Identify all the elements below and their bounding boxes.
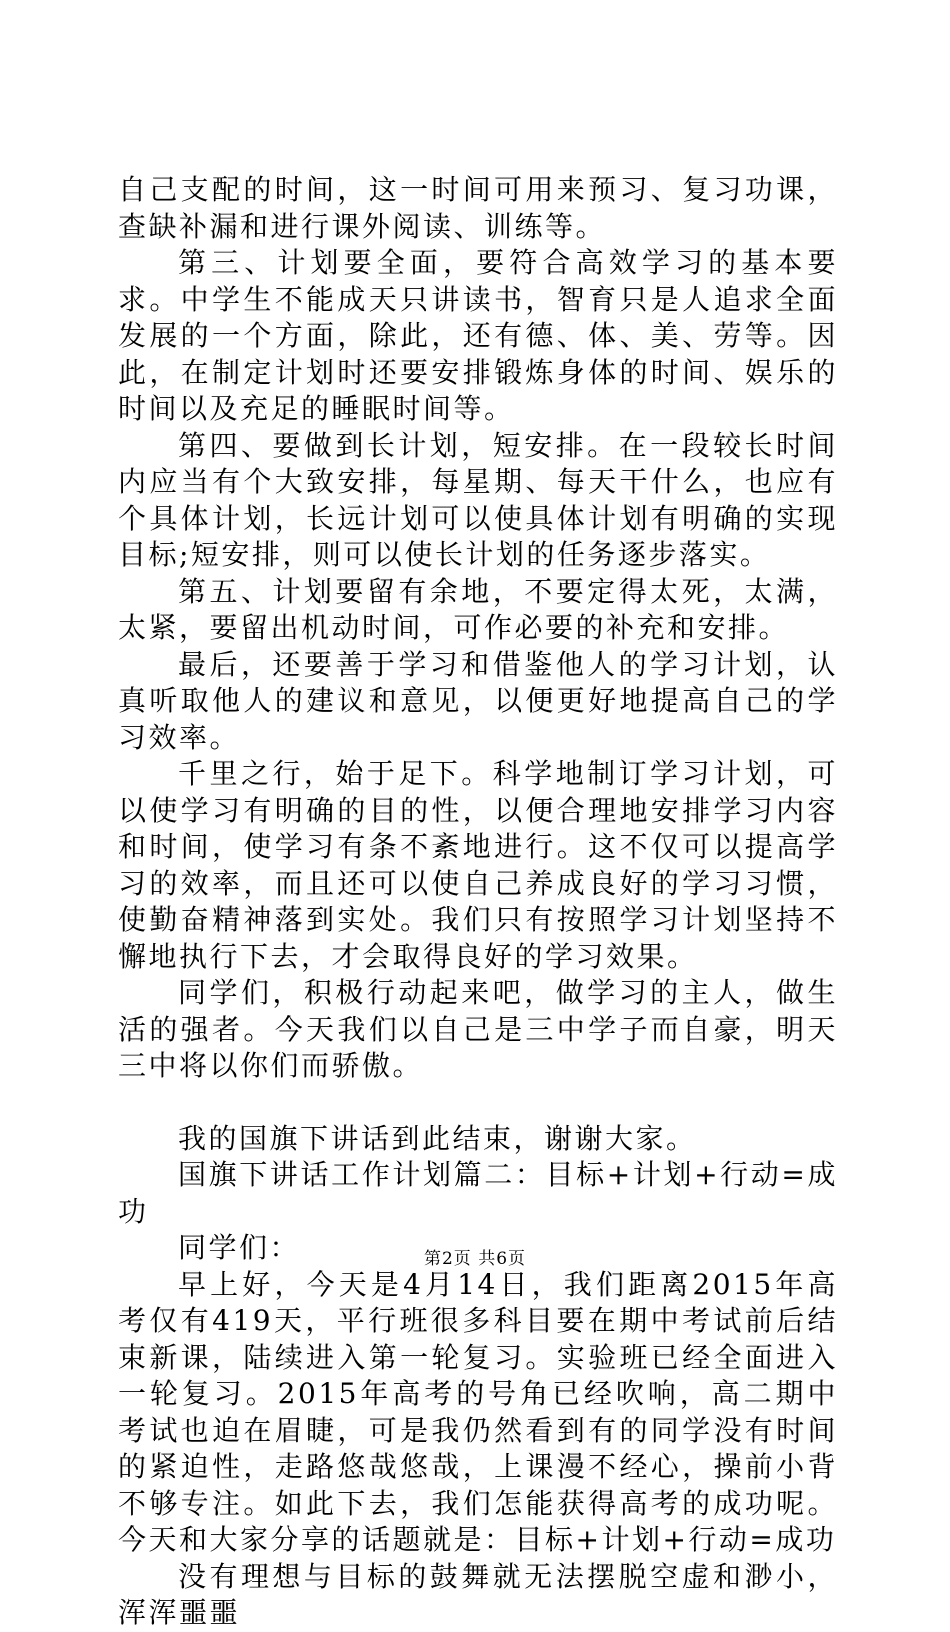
paragraph: 早上好，今天是4月14日，我们距离2015年高考仅有419天，平行班很多科目要在期中考试前后结束新课，陆续进入第一轮复习。实验班已经全面进入一轮复习。2015年高考的号角已经吹响，高二期中考试也迫在眉睫，可是我仍然看到有的同学没有时间的紧迫性，走路悠哉悠哉，上课漫不经心，操前小背不够专注。如此下去，我们怎能获得高考的成功呢。今天和大家分享的话题就是：目标+计划+行动=成功 (118, 1267, 838, 1556)
paragraph: 第三、计划要全面，要符合高效学习的基本要求。中学生不能成天只讲读书，智育只是人追求全面发展的一个方面，除此，还有德、体、美、劳等。因此，在制定计划时还要安排锻炼身体的时间、娱乐的时间以及充足的睡眠时间等。 (118, 246, 838, 425)
section-heading: 国旗下讲话工作计划篇二：目标+计划+行动=成功 (118, 1158, 838, 1228)
paragraph: 最后，还要善于学习和借鉴他人的学习计划，认真听取他人的建议和意见，以便更好地提高自己的学习效率。 (118, 647, 838, 754)
document-body (118, 172, 838, 1632)
salutation: 同学们： (178, 1231, 301, 1264)
paragraph: 千里之行，始于足下。科学地制订学习计划，可以使学习有明确的目的性，以便合理地安排学习内容和时间，使学习有条不紊地进行。这不仅可以提高学习的效率，而且还可以使自己养成良好的学习习惯，使勤奋精神落到实处。我们只有按照学习计划坚持不懈地执行下去，才会取得良好的学习效果。 (118, 757, 838, 973)
paragraph: 第四、要做到长计划，短安排。在一段较长时间内应当有个大致安排，每星期、每天干什么，也应有个具体计划，长远计划可以使具体计划有明确的实现目标;短安排，则可以使长计划的任务逐步落实。 (118, 428, 838, 571)
paragraph: 第五、计划要留有余地，不要定得太死，太满，太紧，要留出机动时间，可作必要的补充和安排。 (118, 574, 838, 644)
paragraph: 我的国旗下讲话到此结束，谢谢大家。 (178, 1121, 697, 1155)
paragraph: 同学们，积极行动起来吧，做学习的主人，做生活的强者。今天我们以自己是三中学子而自豪，明天三中将以你们而骄傲。 (118, 976, 838, 1082)
paragraph: 没有理想与目标的鼓舞就无法摆脱空虚和渺小，浑浑噩噩 (118, 1559, 838, 1629)
paragraph: 自己支配的时间，这一时间可用来预习、复习功课，查缺补漏和进行课外阅读、训练等。 (118, 173, 838, 243)
paragraph-spacer (118, 1085, 838, 1121)
page-number-footer: 第2页 共6页 (423, 1249, 527, 1269)
